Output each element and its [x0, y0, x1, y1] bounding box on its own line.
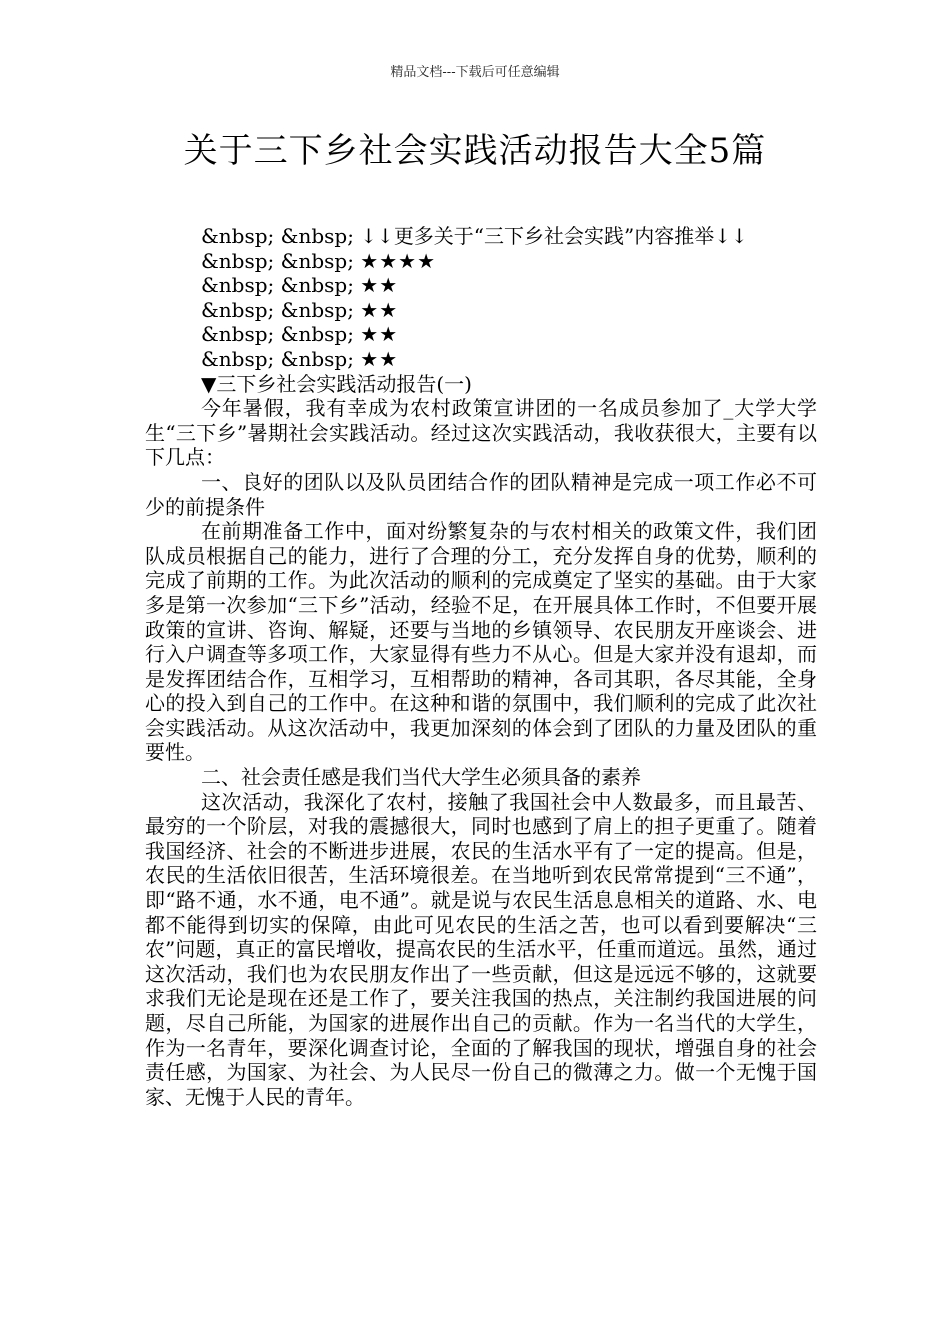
star-link[interactable]: [145, 273, 817, 298]
header-note: 精品文档---下载后可任意编辑: [390, 65, 560, 80]
nbsp-prefix: &nbsp; &nbsp;: [201, 224, 361, 248]
star-link[interactable]: [145, 298, 817, 323]
paragraph: 在前期准备工作中，面对纷繁复杂的与农村相关的政策文件，我们团队成员根据自己的能力，进行了合理的分工，充分发挥自身的优势，顺利的完成了前期的工作。为此次活动的顺利的完成奠定了坚实的基础。由于大家多是第一次参加“三下乡”活动，经验不足，在开展具体工作时，不但要开展政策的宣讲、咨询、解疑，还要与当地的乡镇领导、农民朋友开座谈会、进行入户调查等多项工作，大家显得有些力不从心。但是大家并没有退却，而是发挥团结合作，互相学习，互相帮助的精神，各司其职，各尽其能，全身心的投入到自己的工作中。在这种和谐的氛围中，我们顺利的完成了此次社会实践活动。从这次活动中，我更加深刻的体会到了团队的力量及团队的重要性。: [145, 519, 817, 765]
nbsp-prefix: &nbsp; &nbsp;: [201, 297, 361, 322]
star-link[interactable]: [145, 249, 817, 274]
star-rating: ★★: [360, 297, 399, 322]
nbsp-prefix: &nbsp; &nbsp;: [201, 273, 361, 298]
recommend-link[interactable]: [145, 224, 817, 249]
nbsp-prefix: &nbsp; &nbsp;: [201, 248, 361, 273]
subheading-paragraph: 二、社会责任感是我们当代大学生必须具备的素养: [201, 765, 641, 790]
nbsp-prefix: &nbsp; &nbsp;: [201, 322, 361, 347]
star-rating: ★★: [360, 322, 399, 347]
nbsp-prefix: &nbsp; &nbsp;: [201, 346, 361, 371]
document-title: 关于三下乡社会实践活动报告大全5篇: [183, 131, 767, 171]
star-link[interactable]: [145, 322, 817, 347]
star-rating: ★★: [360, 346, 399, 371]
document-body: [145, 224, 817, 1109]
star-rating: ★★★★: [360, 248, 437, 273]
paragraph: 今年暑假，我有幸成为农村政策宣讲团的一名成员参加了_大学大学生“三下乡”暑期社会实践活动。经过这次实践活动，我收获很大，主要有以下几点：: [145, 396, 817, 470]
section-heading: ▼三下乡社会实践活动报告(一): [201, 371, 472, 396]
star-link[interactable]: [145, 347, 817, 372]
star-rating: ★★: [360, 273, 399, 298]
recommend-text: ↓↓更多关于“三下乡社会实践”内容推举↓↓: [360, 224, 748, 248]
paragraph: 这次活动，我深化了农村，接触了我国社会中人数最多，而且最苦、最穷的一个阶层，对我的震撼很大，同时也感到了肩上的担子更重了。随着我国经济、社会的不断进步进展，农民的生活水平有了一定的提高。但是，农民的生活依旧很苦，生活环境很差。在当地听到农民常常提到“三不通”，即“路不通，水不通，电不通”。就是说与农民生活息息相关的道路、水、电都不能得到切实的保障，由此可见农民的生活之苦，也可以看到要解决“三农”问题，真正的富民增收，提高农民的生活水平，任重而道远。虽然，通过这次活动，我们也为农民朋友作出了一些贡献，但这是远远不够的，这就要求我们无论是现在还是工作了，要关注我国的热点，关注制约我国进展的问题，尽自己所能，为国家的进展作出自己的贡献。作为一名当代的大学生，作为一名青年，要深化调查讨论，全面的了解我国的现状，增强自身的社会责任感，为国家、为社会、为人民尽一份自己的微薄之力。做一个无愧于国家、无愧于人民的青年。: [145, 789, 817, 1109]
subheading-paragraph: 一、良好的团队以及队员团结合作的团队精神是完成一项工作必不可少的前提条件: [145, 469, 817, 519]
